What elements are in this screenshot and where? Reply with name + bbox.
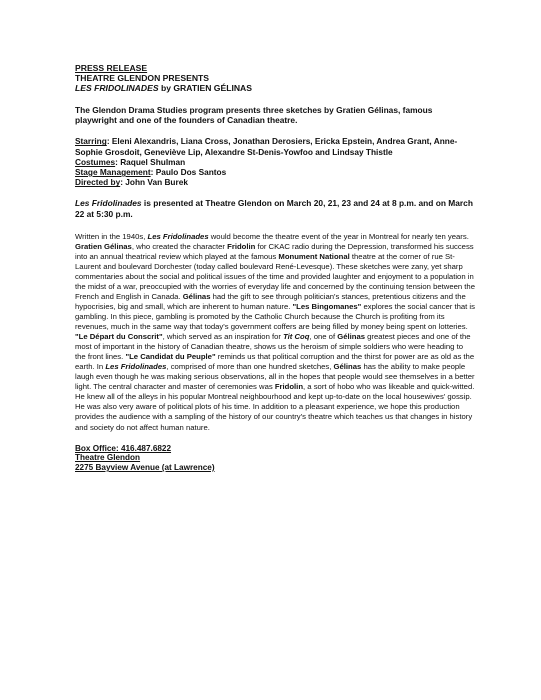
body-text: , one of [309, 332, 338, 342]
starring-label: Starring [75, 136, 107, 147]
performance-dates [75, 198, 475, 219]
directed-by-label: Directed by [75, 177, 121, 188]
body-bold-sketch: "Le Départ du Conscrit" [75, 332, 163, 342]
press-release-heading: PRESS RELEASE [75, 63, 148, 73]
body-show-title: Les Fridolinades [147, 231, 209, 241]
dates-show-title: Les Fridolinades [75, 198, 142, 209]
body-bold-sketch: "Les Bingomanes" [292, 301, 362, 311]
body-bold-name: Gratien Gélinas [75, 241, 132, 251]
body-text: explores the social cancer that is gambling. In this piece, gambling is promoted by the Catholic Church because the Church is profiting from its revenues, much in the same way that today's government coffers are being filled by money being spent on lotteries. [75, 301, 475, 332]
directed-by-line [75, 177, 475, 187]
body-text: reminds us that political corruption and the thirst for power are as old as the earth. In [75, 352, 475, 372]
intro-paragraph: The Glendon Drama Studies program presents three sketches by Gratien Gélinas, famous playwright and one of the founders of Canadian theatre. [75, 104, 433, 126]
body-bold-name: Gélinas [337, 332, 365, 342]
costumes-line [75, 157, 475, 167]
costumes-label: Costumes [75, 156, 116, 167]
body-bold-name: Fridolin [227, 241, 256, 251]
body-show-title: Les Fridolinades [105, 362, 167, 372]
body-text: had the gift to see through politician's stances, pretentious citizens and the hypocrisies, big and small, which are inherent to human nature. [75, 291, 466, 311]
stage-management-label: Stage Management [75, 167, 151, 178]
show-title: LES FRIDOLINADES [75, 83, 159, 94]
body-text: , which served as an inspiration for [162, 332, 284, 342]
dates-text: is presented at Theatre Glendon on March 20, 21, 23 and 24 at 8 p.m. and on March 22 at 5:30 p.m. [75, 198, 473, 220]
body-text: has the ability to make people laugh even though he was making serious observations, all in the hopes that people would see themselves in a better light. The central character and master of ceremonies was [75, 362, 475, 392]
show-author: by GRATIEN GÉLINAS [158, 83, 252, 94]
body-text: , who created the character [131, 241, 228, 251]
stage-management-line [75, 167, 475, 177]
box-office-line: Box Office: 416.487.6822 [75, 443, 172, 453]
body-bold-name: Monument National [278, 251, 350, 261]
document-content [75, 63, 475, 473]
body-text: for CKAC radio during the Depression, transformed his success into an annual theatrical review which played at the famous [75, 241, 474, 261]
body-text: Written in the 1940s, [75, 231, 148, 241]
stage-management-value: : Paulo Dos Santos [150, 167, 227, 178]
directed-by-value: : John Van Burek [120, 177, 188, 188]
address-line: 2275 Bayview Avenue (at Lawrence) [75, 463, 215, 473]
body-bold-name: Gélinas [333, 362, 362, 372]
body-bold-title: Tit Coq [283, 332, 310, 342]
show-heading [75, 83, 475, 93]
body-text: , a sort of hobo who was likeable and quick-witted. He knew all of the alleys in his popular Montreal neighbourhood and kept up-to-date on the local housewives' gossip. He was also very aware of political plots of his time. In addition to a pleasant experience, we hope this production provides the audience with a sampling of the history of our country's theatre which teaches us that changes in history and society do not affect human nature. [75, 382, 475, 432]
body-text: theatre at the corner of rue St-Laurent and boulevard Dorchester (today called boulevard René-Levesque). These sketches were zany, yet sharp commentaries about the social and political issues of the time and provided laughter and enjoyment to a population in the midst of a war, preoccupied with the worries of everyday life and concerned by the continuing tension between the French and English in Canada. [75, 251, 475, 301]
body-text: greatest pieces and one of the most of important in the history of Canadian theatre, shows us the heroism of simple soldiers who were heading to the front lines. [75, 332, 471, 362]
venue-line: Theatre Glendon [75, 453, 141, 463]
starring-value: : Eleni Alexandris, Liana Cross, Jonathan Derosiers, Ericka Epstein, Andrea Grant, Anne-Sophie Grosdoit, Geneviève Lip, Alexandre St-Denis-Yowfoo and Lindsay Thistle [75, 136, 458, 157]
body-text: , comprised of more than one hundred sketches, [166, 362, 334, 372]
body-paragraph [75, 232, 475, 433]
presents-heading: THEATRE GLENDON PRESENTS [75, 73, 210, 84]
body-bold-sketch: "Le Candidat du Peuple" [125, 352, 216, 362]
body-text: would become the theatre event of the year in Montreal for nearly ten years. [208, 231, 469, 241]
body-bold-name: Fridolin [274, 382, 304, 392]
costumes-value: : Raquel Shulman [115, 156, 186, 167]
contact-block [75, 444, 475, 473]
header-block [75, 63, 475, 94]
starring-line [75, 136, 475, 156]
credits-block [75, 136, 475, 187]
body-bold-name: Gélinas [182, 291, 211, 301]
